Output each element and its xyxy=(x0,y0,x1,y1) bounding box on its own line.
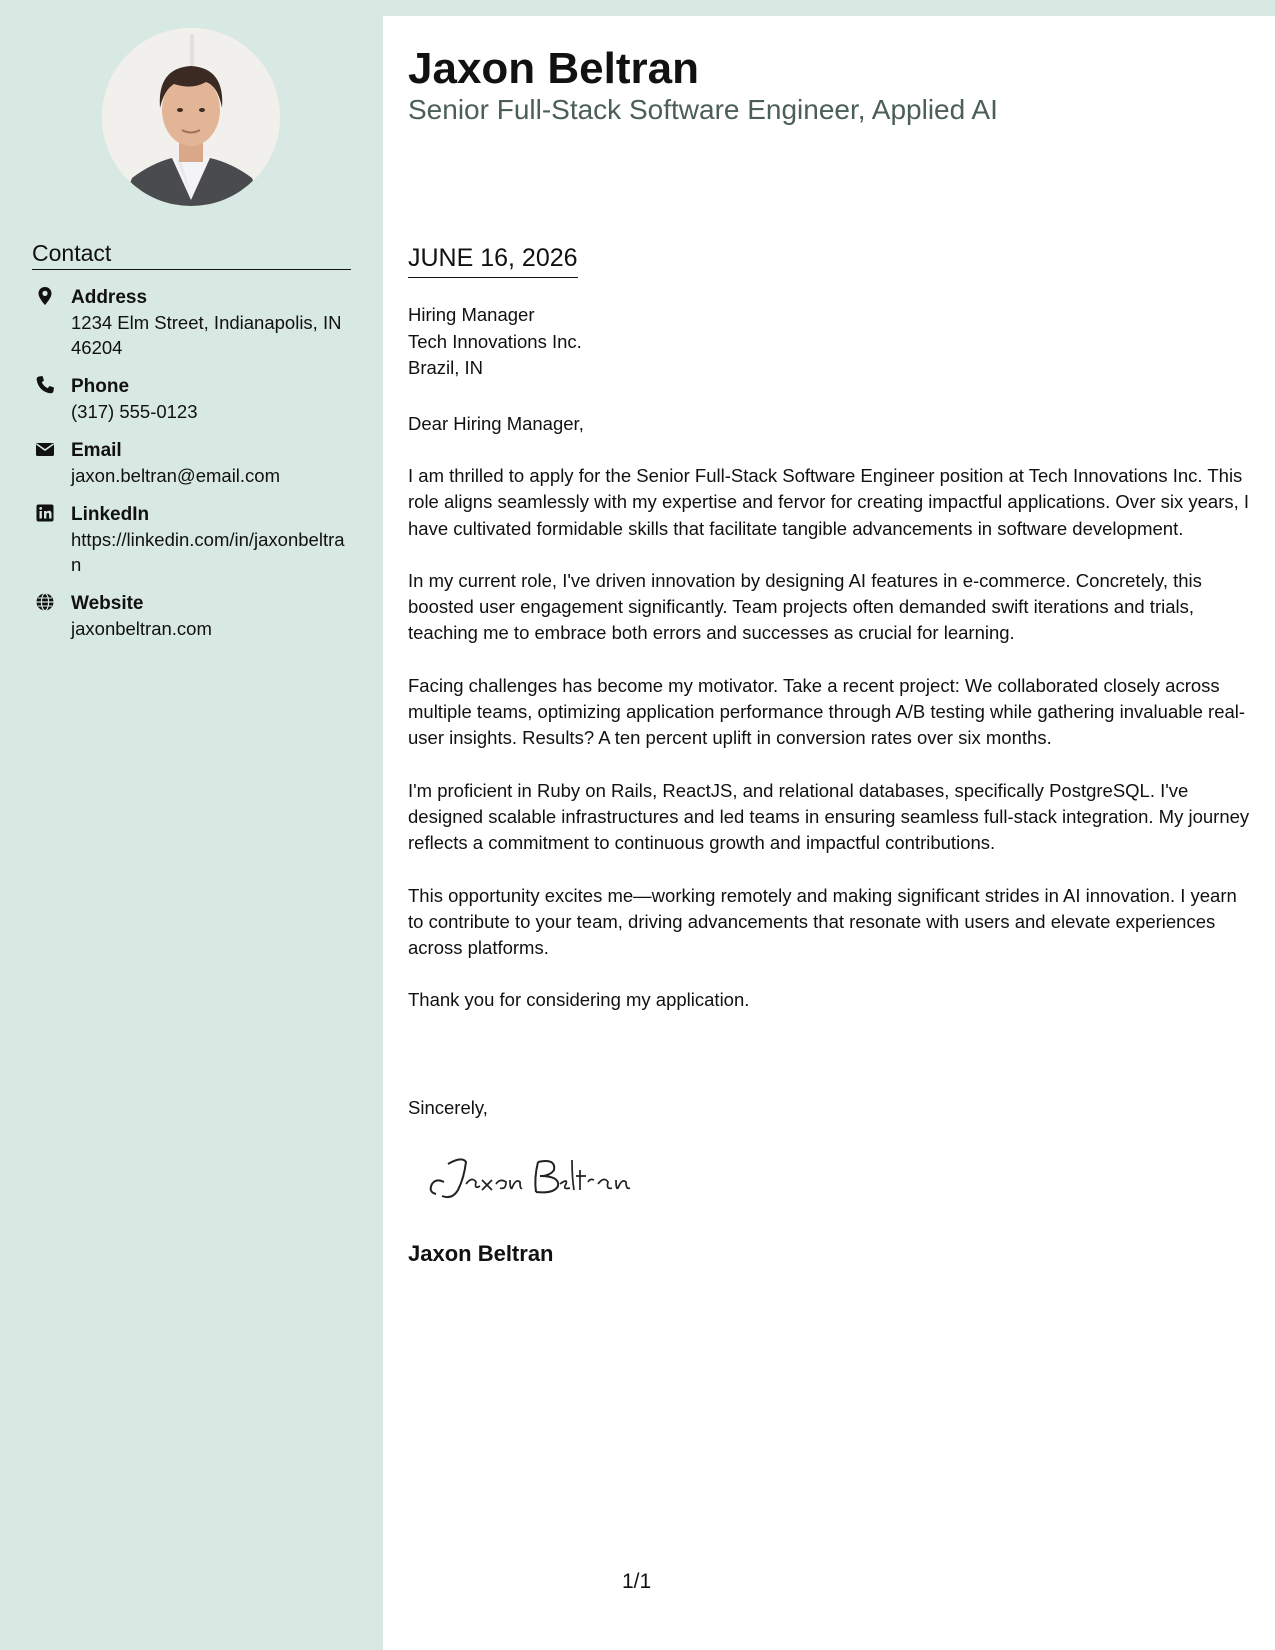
recipient-block xyxy=(408,302,582,382)
contact-label: Email xyxy=(71,440,122,461)
body-paragraph: In my current role, I've driven innovation by designing AI features in e-commerce. Concretely, this boosted user engagement significantly. Team projects often demanded swift iterations and trials, teaching me to embrace both errors and successes as crucial for learning. xyxy=(408,569,1202,644)
contact-heading: Contact xyxy=(32,240,351,270)
contact-linkedin xyxy=(32,502,352,577)
salutation: Dear Hiring Manager, xyxy=(408,413,584,434)
globe-icon xyxy=(35,592,55,612)
body-paragraph: Thank you for considering my application. xyxy=(408,989,750,1011)
phone-icon xyxy=(35,375,55,395)
linkedin-icon xyxy=(35,503,55,523)
handwritten-signature xyxy=(422,1148,662,1208)
recipient-line: Brazil, IN xyxy=(408,357,484,378)
signer-name: Jaxon Beltran xyxy=(408,1241,554,1266)
contact-value[interactable]: (317) 555-0123 xyxy=(71,401,198,422)
contact-value: 1234 Elm Street, Indianapolis, IN 46204 xyxy=(71,312,342,358)
contact-value[interactable]: jaxon.beltran@email.com xyxy=(71,465,281,486)
body-paragraph: I'm proficient in Ruby on Rails, ReactJS, and relational databases, specifically PostgreSQL. I've designed scalable infrastructures and led teams in ensuring seamless full-stack integration. My journey reflects a commitment to continuous growth and impactful contributions. xyxy=(408,779,1250,854)
page-number: 1/1 xyxy=(622,1570,652,1593)
letter-body xyxy=(408,463,1253,1040)
envelope-icon xyxy=(35,439,55,459)
contact-email xyxy=(32,438,352,488)
contact-website xyxy=(32,591,352,641)
applicant-name: Jaxon Beltran xyxy=(408,44,699,93)
contact-label: Address xyxy=(71,287,148,308)
contact-label: LinkedIn xyxy=(71,504,150,525)
contact-address xyxy=(32,285,352,360)
applicant-title: Senior Full-Stack Software Engineer, Applied AI xyxy=(408,94,998,125)
location-pin-icon xyxy=(35,286,55,306)
contact-value[interactable]: https://linkedin.com/in/jaxonbeltran xyxy=(71,529,345,575)
recipient-line: Hiring Manager xyxy=(408,304,535,325)
body-paragraph: I am thrilled to apply for the Senior Full-Stack Software Engineer position at Tech Innovations Inc. This role aligns seamlessly with my expertise and fervor for creating impactful applications. Over six years, I have cultivated formidable skills that facilitate tangible advancements in software development. xyxy=(408,465,1250,539)
contact-label: Website xyxy=(71,593,144,614)
sidebar xyxy=(0,0,383,1650)
closing: Sincerely, xyxy=(408,1097,488,1118)
letter-date: JUNE 16, 2026 xyxy=(408,244,578,278)
body-paragraph: Facing challenges has become my motivator. Take a recent project: We collaborated closely across multiple teams, optimizing application performance through A/B testing while gathering invaluable real-user insights. Results? A ten percent uplift in conversion rates over six months. xyxy=(408,674,1246,749)
contact-value[interactable]: jaxonbeltran.com xyxy=(71,618,212,639)
contact-label: Phone xyxy=(71,376,130,397)
contact-phone xyxy=(32,374,352,424)
profile-photo xyxy=(102,28,280,206)
body-paragraph: This opportunity excites me—working remotely and making significant strides in AI innovation. I yearn to contribute to your team, driving advancements that resonate with users and elevate experiences across platforms. xyxy=(408,884,1237,959)
contact-list xyxy=(32,285,352,655)
recipient-line: Tech Innovations Inc. xyxy=(408,330,582,352)
